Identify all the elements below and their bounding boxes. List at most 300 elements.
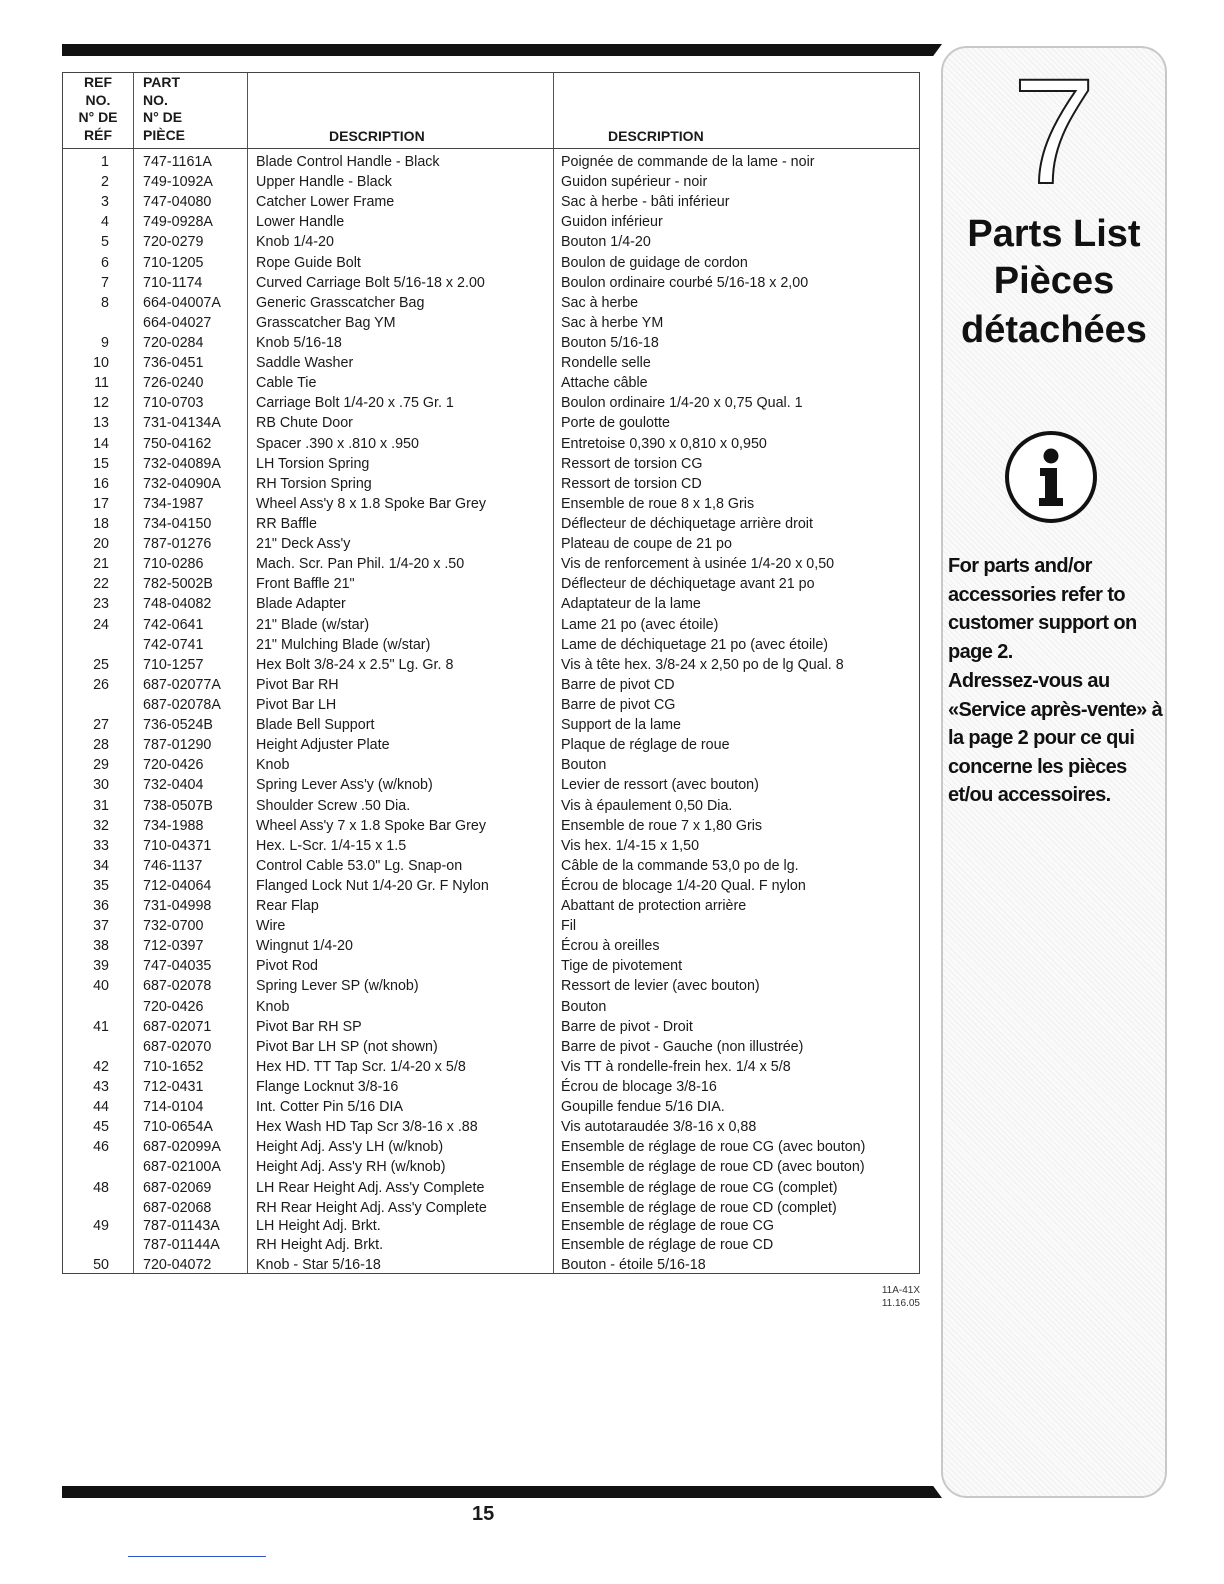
table-row	[63, 876, 919, 896]
description-en: Knob	[256, 998, 290, 1015]
description-en: Grasscatcher Bag YM	[256, 314, 396, 331]
ref-number: 32	[93, 817, 109, 834]
table-row	[63, 695, 919, 715]
description-fr: Boulon de guidage de cordon	[561, 254, 748, 271]
table-row	[63, 635, 919, 655]
table-row	[63, 313, 919, 333]
support-note-fr: Adressez-vous au «Service après-vente» à la page 2 pour ce qui concerne les pièces et/ou accessoires.	[948, 670, 1163, 806]
ref-number: 49	[93, 1217, 109, 1234]
description-en: 21" Blade (w/star)	[256, 616, 370, 633]
description-en: Pivot Bar LH	[256, 696, 337, 713]
table-row	[63, 1137, 919, 1157]
ref-number: 11	[94, 375, 109, 392]
table-row	[63, 293, 919, 313]
description-fr: Fil	[561, 918, 577, 935]
description-fr: Poignée de commande de la lame - noir	[561, 154, 815, 170]
part-number: 687-02078A	[143, 696, 221, 713]
ref-number: 31	[93, 797, 109, 814]
part-number: 750-04162	[143, 435, 212, 452]
description-fr: Boulon ordinaire 1/4-20 x 0,75 Qual. 1	[561, 395, 803, 412]
part-number: 720-04072	[143, 1256, 212, 1273]
table-row	[63, 273, 919, 293]
ref-number: 34	[93, 857, 109, 874]
description-en: Hex Wash HD Tap Scr 3/8-16 x .88	[256, 1119, 478, 1136]
part-number: 731-04998	[143, 898, 212, 915]
table-row	[63, 997, 919, 1017]
table-row	[63, 152, 919, 172]
table-row	[63, 253, 919, 273]
description-en: Height Adj. Ass'y RH (w/knob)	[256, 1159, 446, 1176]
model-number: 11A-41X	[881, 1285, 920, 1296]
description-en: Mach. Scr. Pan Phil. 1/4-20 x .50	[256, 556, 465, 573]
table-row	[63, 373, 919, 393]
ref-number: 25	[93, 656, 109, 673]
description-fr: Sac à herbe	[561, 294, 639, 311]
description-fr: Bouton 1/4-20	[561, 234, 651, 251]
description-en: Hex HD. TT Tap Scr. 1/4-20 x 5/8	[256, 1058, 466, 1075]
description-en: Control Cable 53.0" Lg. Snap-on	[256, 857, 463, 874]
ref-number: 14	[93, 435, 109, 452]
description-fr: Ressort de levier (avec bouton)	[561, 978, 760, 995]
part-number: 787-01290	[143, 737, 212, 754]
table-row	[63, 554, 919, 574]
description-fr: Entretoise 0,390 x 0,810 x 0,950	[561, 435, 767, 452]
part-number: 664-04007A	[143, 294, 221, 311]
part-number: 736-0451	[143, 355, 204, 372]
table-row	[63, 594, 919, 614]
ref-number: 27	[93, 717, 109, 734]
description-en: Front Baffle 21"	[256, 576, 355, 593]
table-row	[63, 936, 919, 956]
description-en: Catcher Lower Frame	[256, 194, 395, 211]
part-number: 746-1137	[143, 857, 203, 874]
table-row	[63, 413, 919, 433]
ref-number: 7	[101, 274, 109, 291]
ref-number: 26	[93, 676, 109, 693]
description-en: RH Torsion Spring	[256, 475, 372, 492]
part-number: 731-04134A	[143, 415, 221, 432]
part-number: 687-02070	[143, 1038, 212, 1055]
footer-underline	[128, 1556, 266, 1557]
description-fr: Guidon inférieur	[561, 214, 663, 231]
description-fr: Vis à épaulement 0,50 Dia.	[561, 797, 733, 814]
description-fr: Bouton - étoile 5/16-18	[561, 1256, 706, 1273]
ref-number: 40	[93, 978, 109, 995]
description-fr: Abattant de protection arrière	[561, 898, 747, 915]
description-fr: Bouton	[561, 998, 607, 1015]
part-number: 732-0404	[143, 777, 204, 794]
section-tab	[941, 46, 1167, 1498]
description-en: Knob 5/16-18	[256, 334, 342, 351]
header-part-no	[143, 74, 185, 144]
part-number: 747-04080	[143, 194, 212, 211]
description-en: Spacer .390 x .810 x .950	[256, 435, 419, 452]
ref-number: 17	[93, 495, 109, 512]
part-number: 720-0426	[143, 998, 204, 1015]
description-en: RR Baffle	[256, 515, 317, 532]
ref-number: 44	[93, 1099, 109, 1116]
header-ref-line: NO.	[85, 91, 111, 108]
description-fr: Ressort de torsion CG	[561, 455, 703, 472]
description-en: Pivot Rod	[256, 958, 318, 975]
header-ref-no	[63, 74, 133, 144]
ref-number: 1	[101, 154, 109, 170]
description-fr: Écrou à oreilles	[561, 938, 660, 955]
section-title-line: Pièces	[993, 260, 1115, 302]
description-fr: Câble de la commande 53,0 po de lg.	[561, 857, 799, 874]
description-en: RH Rear Height Adj. Ass'y Complete	[256, 1199, 487, 1216]
description-fr: Vis à tête hex. 3/8-24 x 2,50 po de lg Qual. 8	[561, 656, 844, 673]
part-number: 710-04371	[143, 837, 212, 854]
part-number: 734-1988	[143, 817, 204, 834]
description-fr: Ressort de torsion CD	[561, 475, 702, 492]
description-fr: Plateau de coupe de 21 po	[561, 536, 732, 553]
table-row	[63, 1077, 919, 1097]
description-fr: Guidon supérieur - noir	[561, 174, 708, 191]
description-en: Cable Tie	[256, 375, 317, 392]
header-description-en: DESCRIPTION	[329, 128, 425, 144]
description-fr: Rondelle selle	[561, 355, 651, 372]
ref-number: 23	[93, 596, 109, 613]
table-row	[63, 333, 919, 353]
description-fr: Boulon ordinaire courbé 5/16-18 x 2,00	[561, 274, 809, 291]
table-body	[63, 152, 919, 1275]
part-number: 734-1987	[143, 495, 204, 512]
description-en: Wire	[256, 918, 286, 935]
description-en: RB Chute Door	[256, 415, 353, 432]
table-row	[63, 956, 919, 976]
part-number: 687-02100A	[143, 1159, 221, 1176]
table-row	[63, 574, 919, 594]
description-en: Flange Locknut 3/8-16	[256, 1079, 399, 1096]
part-number: 747-04035	[143, 958, 212, 975]
description-fr: Vis TT à rondelle-frein hex. 1/4 x 5/8	[561, 1058, 791, 1075]
ref-number: 16	[93, 475, 109, 492]
table-row	[63, 856, 919, 876]
table-row	[63, 816, 919, 836]
description-en: Generic Grasscatcher Bag	[256, 294, 425, 311]
description-en: Carriage Bolt 1/4-20 x .75 Gr. 1	[256, 395, 454, 412]
description-en: Knob 1/4-20	[256, 234, 334, 251]
description-en: Curved Carriage Bolt 5/16-18 x 2.00	[256, 274, 485, 291]
table-row	[63, 1037, 919, 1057]
ref-number: 13	[93, 415, 109, 432]
part-number: 687-02077A	[143, 676, 221, 693]
part-number: 749-1092A	[143, 174, 213, 191]
table-row	[63, 212, 919, 232]
description-fr: Ensemble de réglage de roue CD (avec bouton)	[561, 1159, 865, 1176]
table-row	[63, 1157, 919, 1177]
part-number: 742-0641	[143, 616, 204, 633]
description-fr: Attache câble	[561, 375, 648, 392]
part-number: 710-1257	[143, 656, 204, 673]
parts-table	[62, 72, 920, 1274]
table-row	[63, 675, 919, 695]
revision-date: 11.16.05	[881, 1298, 920, 1309]
description-en: Hex. L-Scr. 1/4-15 x 1.5	[256, 837, 407, 854]
description-fr: Bouton 5/16-18	[561, 334, 659, 351]
table-row	[63, 1057, 919, 1077]
table-row	[63, 1097, 919, 1117]
part-number: 712-0397	[143, 938, 204, 955]
description-fr: Déflecteur de déchiquetage avant 21 po	[561, 576, 815, 593]
part-number: 687-02068	[143, 1199, 212, 1216]
part-number: 720-0279	[143, 234, 204, 251]
description-fr: Vis autotaraudée 3/8-16 x 0,88	[561, 1119, 757, 1136]
ref-number: 39	[93, 958, 109, 975]
description-fr: Ensemble de réglage de roue CD	[561, 1236, 774, 1253]
ref-number: 35	[93, 877, 109, 894]
description-en: LH Torsion Spring	[256, 455, 370, 472]
table-row	[63, 232, 919, 252]
description-en: Shoulder Screw .50 Dia.	[256, 797, 411, 814]
header-ref-line: N° DE	[78, 109, 118, 125]
ref-number: 21	[93, 556, 109, 573]
description-fr: Support de la lame	[561, 717, 682, 734]
part-number: 714-0104	[143, 1099, 204, 1116]
table-row	[63, 1198, 919, 1218]
table-row	[63, 735, 919, 755]
table-row	[63, 1178, 919, 1198]
table-row	[63, 172, 919, 192]
header-description-fr: DESCRIPTION	[608, 128, 704, 144]
description-en: Wheel Ass'y 7 x 1.8 Spoke Bar Grey	[256, 817, 486, 834]
ref-number: 4	[101, 214, 109, 231]
ref-number: 29	[93, 757, 109, 774]
ref-number: 30	[93, 777, 109, 794]
header-part-line: PART	[143, 74, 181, 90]
section-title-line: Parts List	[967, 213, 1141, 255]
description-fr: Ensemble de roue 7 x 1,80 Gris	[561, 817, 763, 834]
ref-number: 38	[93, 938, 109, 955]
table-row	[63, 976, 919, 996]
description-fr: Vis de renforcement à usinée 1/4-20 x 0,50	[561, 556, 835, 573]
header-ref-line: RÉF	[84, 126, 112, 143]
table-row	[63, 192, 919, 212]
table-row	[63, 534, 919, 554]
description-fr: Porte de goulotte	[561, 415, 670, 432]
ref-number: 50	[93, 1256, 109, 1273]
part-number: 748-04082	[143, 596, 212, 613]
description-fr: Ensemble de réglage de roue CG	[561, 1217, 774, 1234]
table-row	[63, 434, 919, 454]
part-number: 710-1174	[143, 274, 203, 291]
part-number: 710-1205	[143, 254, 204, 271]
part-number: 710-0703	[143, 395, 204, 412]
ref-number: 2	[101, 174, 109, 191]
table-row	[63, 494, 919, 514]
ref-number: 42	[93, 1058, 109, 1075]
description-fr: Sac à herbe YM	[561, 314, 664, 331]
ref-number: 45	[93, 1119, 109, 1136]
top-rule	[62, 44, 942, 56]
part-number: 738-0507B	[143, 797, 213, 814]
header-part-line: PIÈCE	[143, 126, 186, 143]
table-row	[63, 1218, 919, 1235]
ref-number: 20	[93, 536, 109, 553]
table-row	[63, 1255, 919, 1275]
description-fr: Bouton	[561, 757, 607, 774]
header-ref-line: REF	[84, 74, 112, 90]
part-number: 736-0524B	[143, 717, 213, 734]
description-en: 21" Deck Ass'y	[256, 536, 351, 553]
table-row	[63, 454, 919, 474]
table-row	[63, 1235, 919, 1255]
description-fr: Barre de pivot CG	[561, 696, 676, 713]
description-en: Upper Handle - Black	[256, 174, 392, 191]
description-en: Lower Handle	[256, 214, 345, 231]
table-row	[63, 1117, 919, 1137]
description-fr: Sac à herbe - bâti inférieur	[561, 194, 730, 211]
support-note-en: For parts and/or accessories refer to customer support on page 2.	[948, 555, 1137, 663]
ref-number: 33	[93, 837, 109, 854]
description-fr: Lame de déchiquetage 21 po (avec étoile)	[561, 636, 829, 653]
table-row	[63, 715, 919, 735]
description-en: Blade Adapter	[256, 596, 346, 613]
page-number: 15	[472, 1503, 495, 1525]
table-row	[63, 796, 919, 816]
description-en: Pivot Bar LH SP (not shown)	[256, 1038, 438, 1055]
description-fr: Barre de pivot - Droit	[561, 1018, 693, 1035]
part-number: 720-0426	[143, 757, 204, 774]
description-en: Height Adjuster Plate	[256, 737, 390, 754]
part-number: 687-02071	[143, 1018, 212, 1035]
description-en: LH Rear Height Adj. Ass'y Complete	[256, 1179, 485, 1196]
part-number: 710-0286	[143, 556, 204, 573]
part-number: 787-01276	[143, 536, 212, 553]
ref-number: 22	[93, 576, 109, 593]
section-title-line: détachées	[961, 309, 1147, 351]
description-en: Saddle Washer	[256, 355, 354, 372]
info-icon	[1004, 430, 1098, 524]
part-number: 710-0654A	[143, 1119, 213, 1136]
description-fr: Lame 21 po (avec étoile)	[561, 616, 719, 633]
description-en: Wheel Ass'y 8 x 1.8 Spoke Bar Grey	[256, 495, 486, 512]
part-number: 732-04089A	[143, 455, 221, 472]
header-divider	[63, 148, 919, 149]
part-number: 747-1161A	[143, 154, 212, 170]
ref-number: 5	[101, 234, 109, 251]
description-en: Flanged Lock Nut 1/4-20 Gr. F Nylon	[256, 877, 489, 894]
ref-number: 24	[93, 616, 109, 633]
description-fr: Ensemble de réglage de roue CD (complet)	[561, 1199, 837, 1216]
description-en: Knob - Star 5/16-18	[256, 1256, 381, 1273]
description-en: Pivot Bar RH	[256, 676, 339, 693]
description-fr: Adaptateur de la lame	[561, 596, 701, 613]
part-number: 710-1652	[143, 1058, 204, 1075]
ref-number: 6	[101, 254, 109, 271]
description-en: Height Adj. Ass'y LH (w/knob)	[256, 1139, 444, 1156]
table-row	[63, 775, 919, 795]
ref-number: 48	[93, 1179, 109, 1196]
ref-number: 46	[93, 1139, 109, 1156]
description-en: Knob	[256, 757, 290, 774]
ref-number: 12	[93, 395, 109, 412]
model-code	[882, 1284, 920, 1310]
ref-number: 37	[93, 918, 109, 935]
ref-number: 28	[93, 737, 109, 754]
description-en: Hex Bolt 3/8-24 x 2.5" Lg. Gr. 8	[256, 656, 454, 673]
description-en: Rear Flap	[256, 898, 319, 915]
ref-number: 8	[101, 294, 109, 311]
table-row	[63, 655, 919, 675]
description-fr: Goupille fendue 5/16 DIA.	[561, 1099, 725, 1116]
part-number: 726-0240	[143, 375, 204, 392]
part-number: 687-02069	[143, 1179, 212, 1196]
description-en: Spring Lever SP (w/knob)	[256, 978, 419, 995]
description-en: LH Height Adj. Brkt.	[256, 1217, 381, 1234]
description-en: Wingnut 1/4-20	[256, 938, 353, 955]
part-number: 787-01143A	[143, 1217, 220, 1234]
description-fr: Plaque de réglage de roue	[561, 737, 730, 754]
table-row	[63, 474, 919, 494]
table-row	[63, 615, 919, 635]
part-number: 712-0431	[143, 1079, 204, 1096]
table-row	[63, 393, 919, 413]
description-en: Pivot Bar RH SP	[256, 1018, 362, 1035]
part-number: 732-0700	[143, 918, 204, 935]
description-fr: Levier de ressort (avec bouton)	[561, 777, 759, 794]
ref-number: 3	[101, 194, 109, 211]
table-row	[63, 755, 919, 775]
description-fr: Tige de pivotement	[561, 958, 683, 975]
description-en: RH Height Adj. Brkt.	[256, 1236, 384, 1253]
part-number: 787-01144A	[143, 1236, 220, 1253]
table-row	[63, 514, 919, 534]
table-row	[63, 916, 919, 936]
ref-number: 18	[93, 515, 109, 532]
part-number: 742-0741	[143, 636, 204, 653]
part-number: 664-04027	[143, 314, 212, 331]
description-fr: Écrou de blocage 3/8-16	[561, 1079, 717, 1096]
description-en: Spring Lever Ass'y (w/knob)	[256, 777, 433, 794]
description-en: 21" Mulching Blade (w/star)	[256, 636, 431, 653]
table-row	[63, 836, 919, 856]
part-number: 734-04150	[143, 515, 212, 532]
table-row	[63, 1017, 919, 1037]
description-en: Blade Control Handle - Black	[256, 154, 440, 170]
part-number: 732-04090A	[143, 475, 221, 492]
description-fr: Ensemble de réglage de roue CG (avec bouton)	[561, 1139, 866, 1156]
ref-number: 41	[93, 1018, 109, 1035]
ref-number: 10	[93, 355, 109, 372]
description-fr: Ensemble de roue 8 x 1,8 Gris	[561, 495, 755, 512]
description-fr: Barre de pivot - Gauche (non illustrée)	[561, 1038, 804, 1055]
table-row	[63, 896, 919, 916]
part-number: 687-02078	[143, 978, 212, 995]
ref-number: 36	[93, 898, 109, 915]
part-number: 720-0284	[143, 334, 204, 351]
description-fr: Vis hex. 1/4-15 x 1,50	[561, 837, 700, 854]
part-number: 749-0928A	[143, 214, 213, 231]
table-row	[63, 353, 919, 373]
description-fr: Écrou de blocage 1/4-20 Qual. F nylon	[561, 877, 806, 894]
description-en: Blade Bell Support	[256, 717, 375, 734]
description-fr: Déflecteur de déchiquetage arrière droit	[561, 515, 813, 532]
description-fr: Barre de pivot CD	[561, 676, 675, 693]
header-part-line: NO.	[143, 91, 168, 108]
ref-number: 15	[93, 455, 109, 472]
description-fr: Ensemble de réglage de roue CG (complet)	[561, 1179, 838, 1196]
part-number: 712-04064	[143, 877, 212, 894]
ref-number: 43	[93, 1079, 109, 1096]
description-en: Rope Guide Bolt	[256, 254, 361, 271]
description-en: Int. Cotter Pin 5/16 DIA	[256, 1099, 404, 1116]
header-part-line: N° DE	[143, 109, 183, 125]
bottom-rule	[62, 1486, 942, 1498]
ref-number: 9	[101, 334, 109, 351]
part-number: 687-02099A	[143, 1139, 221, 1156]
